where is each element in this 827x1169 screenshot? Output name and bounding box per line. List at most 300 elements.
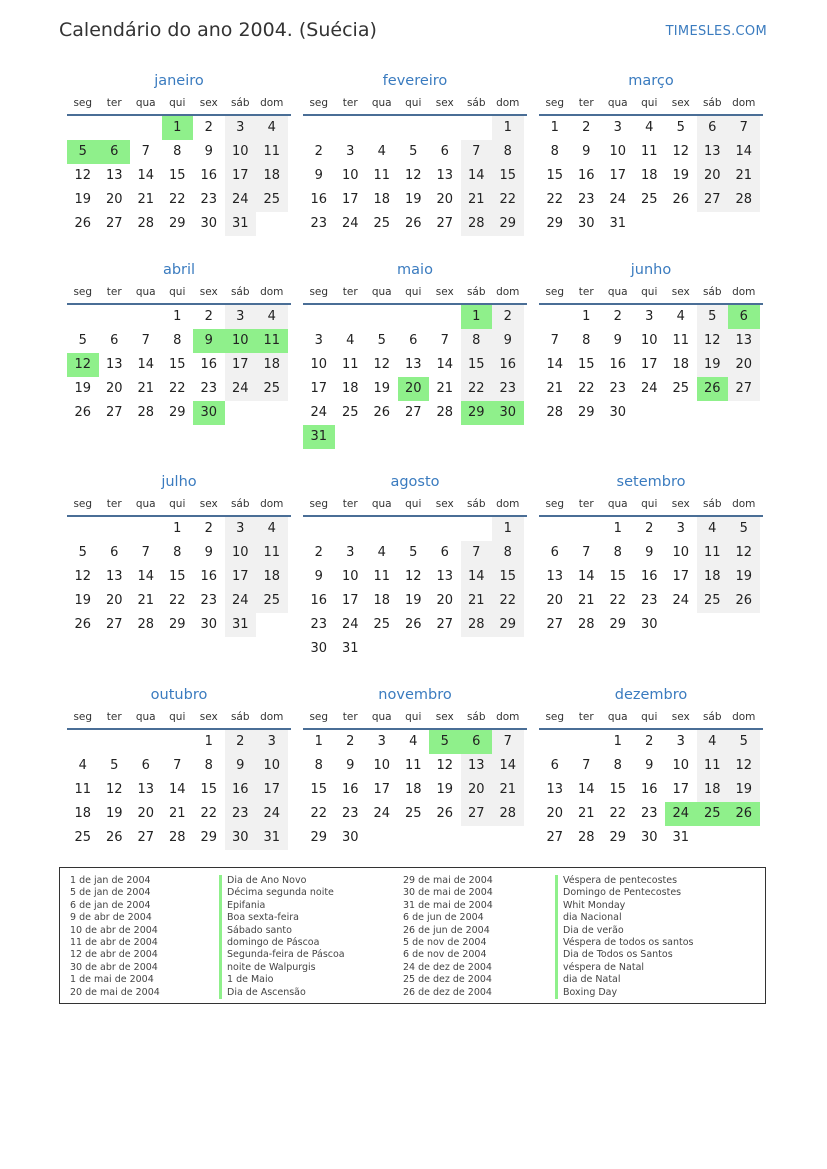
day-cell[interactable]: 27: [105, 405, 123, 420]
day-cell[interactable]: 16: [200, 357, 218, 372]
day-cell[interactable]: 28: [461, 613, 493, 637]
day-cell[interactable]: 15: [546, 168, 564, 183]
day-cell[interactable]: 19: [373, 381, 391, 396]
day-cell[interactable]: 28: [577, 617, 595, 632]
day-cell[interactable]: 29: [200, 830, 218, 845]
day-cell[interactable]: 24: [341, 617, 359, 632]
day-cell[interactable]: 12: [105, 782, 123, 797]
day-cell[interactable]: 15: [461, 353, 493, 377]
day-cell[interactable]: 9: [582, 144, 591, 159]
day-cell[interactable]: 7: [550, 333, 559, 348]
day-cell[interactable]: 5: [78, 545, 87, 560]
day-cell[interactable]: 15: [609, 569, 627, 584]
holiday-day-cell[interactable]: 1: [162, 116, 194, 140]
day-cell[interactable]: 14: [461, 164, 493, 188]
day-cell[interactable]: 13: [137, 782, 155, 797]
day-cell[interactable]: 5: [409, 545, 418, 560]
day-cell[interactable]: 11: [256, 140, 288, 164]
day-cell[interactable]: 7: [141, 333, 150, 348]
day-cell[interactable]: 11: [640, 144, 658, 159]
day-cell[interactable]: 21: [436, 381, 454, 396]
holiday-day-cell[interactable]: 10: [225, 329, 257, 353]
holiday-day-cell[interactable]: 6: [728, 305, 760, 329]
holiday-day-cell[interactable]: 9: [193, 329, 225, 353]
day-cell[interactable]: 2: [613, 309, 622, 324]
day-cell[interactable]: 20: [728, 353, 760, 377]
day-cell[interactable]: 15: [168, 357, 186, 372]
day-cell[interactable]: 26: [728, 589, 760, 613]
day-cell[interactable]: 10: [310, 357, 328, 372]
day-cell[interactable]: 19: [728, 565, 760, 589]
day-cell[interactable]: 14: [492, 754, 524, 778]
day-cell[interactable]: 10: [672, 758, 690, 773]
day-cell[interactable]: 16: [310, 593, 328, 608]
day-cell[interactable]: 8: [461, 329, 493, 353]
holiday-day-cell[interactable]: 6: [99, 140, 131, 164]
day-cell[interactable]: 7: [141, 144, 150, 159]
day-cell[interactable]: 26: [74, 405, 92, 420]
day-cell[interactable]: 28: [137, 405, 155, 420]
day-cell[interactable]: 9: [613, 333, 622, 348]
day-cell[interactable]: 27: [546, 830, 564, 845]
day-cell[interactable]: 17: [256, 778, 288, 802]
day-cell[interactable]: 20: [436, 192, 454, 207]
holiday-day-cell[interactable]: 1: [461, 305, 493, 329]
day-cell[interactable]: 23: [492, 377, 524, 401]
day-cell[interactable]: 28: [137, 216, 155, 231]
day-cell[interactable]: 24: [672, 593, 690, 608]
day-cell[interactable]: 13: [404, 357, 422, 372]
day-cell[interactable]: 25: [640, 192, 658, 207]
day-cell[interactable]: 21: [461, 589, 493, 613]
day-cell[interactable]: 24: [225, 188, 257, 212]
day-cell[interactable]: 12: [672, 144, 690, 159]
day-cell[interactable]: 13: [436, 168, 454, 183]
day-cell[interactable]: 8: [550, 144, 559, 159]
holiday-day-cell[interactable]: 20: [398, 377, 430, 401]
day-cell[interactable]: 10: [341, 569, 359, 584]
day-cell[interactable]: 27: [105, 216, 123, 231]
day-cell[interactable]: 12: [728, 754, 760, 778]
day-cell[interactable]: 31: [609, 216, 627, 231]
day-cell[interactable]: 6: [110, 545, 119, 560]
day-cell[interactable]: 29: [609, 830, 627, 845]
day-cell[interactable]: 11: [697, 754, 729, 778]
day-cell[interactable]: 22: [168, 381, 186, 396]
day-cell[interactable]: 2: [645, 734, 654, 749]
day-cell[interactable]: 1: [314, 734, 323, 749]
day-cell[interactable]: 8: [173, 333, 182, 348]
day-cell[interactable]: 26: [672, 192, 690, 207]
day-cell[interactable]: 14: [546, 357, 564, 372]
day-cell[interactable]: 19: [74, 192, 92, 207]
day-cell[interactable]: 9: [204, 545, 213, 560]
day-cell[interactable]: 30: [640, 617, 658, 632]
day-cell[interactable]: 18: [640, 168, 658, 183]
day-cell[interactable]: 14: [577, 569, 595, 584]
holiday-day-cell[interactable]: 31: [303, 425, 335, 449]
day-cell[interactable]: 22: [461, 377, 493, 401]
day-cell[interactable]: 5: [377, 333, 386, 348]
day-cell[interactable]: 18: [373, 192, 391, 207]
day-cell[interactable]: 3: [256, 730, 288, 754]
day-cell[interactable]: 23: [577, 192, 595, 207]
day-cell[interactable]: 25: [256, 377, 288, 401]
day-cell[interactable]: 24: [256, 802, 288, 826]
day-cell[interactable]: 14: [168, 782, 186, 797]
day-cell[interactable]: 9: [492, 329, 524, 353]
day-cell[interactable]: 26: [74, 617, 92, 632]
day-cell[interactable]: 4: [645, 120, 654, 135]
day-cell[interactable]: 16: [200, 168, 218, 183]
day-cell[interactable]: 22: [492, 589, 524, 613]
day-cell[interactable]: 10: [672, 545, 690, 560]
day-cell[interactable]: 23: [310, 617, 328, 632]
day-cell[interactable]: 7: [582, 545, 591, 560]
day-cell[interactable]: 23: [341, 806, 359, 821]
day-cell[interactable]: 26: [373, 405, 391, 420]
day-cell[interactable]: 2: [225, 730, 257, 754]
day-cell[interactable]: 25: [373, 216, 391, 231]
day-cell[interactable]: 30: [577, 216, 595, 231]
day-cell[interactable]: 18: [256, 164, 288, 188]
day-cell[interactable]: 25: [256, 589, 288, 613]
day-cell[interactable]: 9: [225, 754, 257, 778]
day-cell[interactable]: 25: [373, 617, 391, 632]
day-cell[interactable]: 14: [436, 357, 454, 372]
day-cell[interactable]: 21: [577, 806, 595, 821]
holiday-day-cell[interactable]: 5: [429, 730, 461, 754]
day-cell[interactable]: 6: [550, 758, 559, 773]
day-cell[interactable]: 4: [78, 758, 87, 773]
day-cell[interactable]: 30: [640, 830, 658, 845]
day-cell[interactable]: 7: [461, 140, 493, 164]
day-cell[interactable]: 29: [609, 617, 627, 632]
day-cell[interactable]: 24: [225, 377, 257, 401]
day-cell[interactable]: 22: [168, 593, 186, 608]
brand-logo[interactable]: TIMESLES.COM: [665, 24, 767, 39]
day-cell[interactable]: 3: [346, 144, 355, 159]
day-cell[interactable]: 3: [645, 309, 654, 324]
day-cell[interactable]: 17: [341, 593, 359, 608]
day-cell[interactable]: 21: [137, 593, 155, 608]
day-cell[interactable]: 24: [310, 405, 328, 420]
day-cell[interactable]: 16: [640, 569, 658, 584]
day-cell[interactable]: 15: [168, 569, 186, 584]
day-cell[interactable]: 4: [256, 305, 288, 329]
day-cell[interactable]: 31: [225, 613, 257, 637]
day-cell[interactable]: 3: [676, 521, 685, 536]
day-cell[interactable]: 3: [225, 517, 257, 541]
day-cell[interactable]: 31: [672, 830, 690, 845]
day-cell[interactable]: 28: [461, 212, 493, 236]
day-cell[interactable]: 3: [613, 120, 622, 135]
day-cell[interactable]: 14: [461, 565, 493, 589]
day-cell[interactable]: 21: [461, 188, 493, 212]
day-cell[interactable]: 13: [461, 754, 493, 778]
day-cell[interactable]: 5: [409, 144, 418, 159]
day-cell[interactable]: 29: [577, 405, 595, 420]
day-cell[interactable]: 10: [225, 140, 257, 164]
holiday-day-cell[interactable]: 24: [665, 802, 697, 826]
day-cell[interactable]: 26: [404, 617, 422, 632]
day-cell[interactable]: 17: [672, 569, 690, 584]
day-cell[interactable]: 9: [346, 758, 355, 773]
day-cell[interactable]: 21: [728, 164, 760, 188]
day-cell[interactable]: 28: [168, 830, 186, 845]
day-cell[interactable]: 4: [676, 309, 685, 324]
day-cell[interactable]: 28: [137, 617, 155, 632]
day-cell[interactable]: 19: [74, 593, 92, 608]
day-cell[interactable]: 4: [346, 333, 355, 348]
day-cell[interactable]: 26: [436, 806, 454, 821]
day-cell[interactable]: 14: [137, 168, 155, 183]
day-cell[interactable]: 24: [609, 192, 627, 207]
day-cell[interactable]: 13: [105, 168, 123, 183]
day-cell[interactable]: 23: [200, 192, 218, 207]
day-cell[interactable]: 29: [168, 216, 186, 231]
day-cell[interactable]: 28: [577, 830, 595, 845]
day-cell[interactable]: 19: [74, 381, 92, 396]
day-cell[interactable]: 6: [141, 758, 150, 773]
day-cell[interactable]: 23: [609, 381, 627, 396]
day-cell[interactable]: 19: [697, 353, 729, 377]
day-cell[interactable]: 22: [168, 192, 186, 207]
day-cell[interactable]: 22: [492, 188, 524, 212]
holiday-day-cell[interactable]: 5: [67, 140, 99, 164]
day-cell[interactable]: 4: [256, 116, 288, 140]
day-cell[interactable]: 15: [577, 357, 595, 372]
day-cell[interactable]: 13: [546, 569, 564, 584]
day-cell[interactable]: 4: [697, 517, 729, 541]
day-cell[interactable]: 27: [137, 830, 155, 845]
day-cell[interactable]: 2: [204, 521, 213, 536]
day-cell[interactable]: 28: [728, 188, 760, 212]
day-cell[interactable]: 17: [609, 168, 627, 183]
day-cell[interactable]: 2: [314, 545, 323, 560]
day-cell[interactable]: 10: [640, 333, 658, 348]
day-cell[interactable]: 19: [404, 593, 422, 608]
day-cell[interactable]: 30: [200, 617, 218, 632]
day-cell[interactable]: 11: [256, 541, 288, 565]
day-cell[interactable]: 12: [728, 541, 760, 565]
day-cell[interactable]: 3: [225, 305, 257, 329]
day-cell[interactable]: 8: [314, 758, 323, 773]
day-cell[interactable]: 21: [137, 381, 155, 396]
day-cell[interactable]: 1: [582, 309, 591, 324]
day-cell[interactable]: 8: [204, 758, 213, 773]
day-cell[interactable]: 23: [640, 806, 658, 821]
day-cell[interactable]: 14: [728, 140, 760, 164]
day-cell[interactable]: 25: [74, 830, 92, 845]
day-cell[interactable]: 17: [225, 565, 257, 589]
day-cell[interactable]: 3: [377, 734, 386, 749]
day-cell[interactable]: 27: [728, 377, 760, 401]
day-cell[interactable]: 16: [310, 192, 328, 207]
day-cell[interactable]: 3: [676, 734, 685, 749]
day-cell[interactable]: 17: [225, 164, 257, 188]
day-cell[interactable]: 18: [341, 381, 359, 396]
day-cell[interactable]: 29: [310, 830, 328, 845]
day-cell[interactable]: 2: [204, 309, 213, 324]
day-cell[interactable]: 30: [341, 830, 359, 845]
day-cell[interactable]: 28: [492, 802, 524, 826]
day-cell[interactable]: 7: [440, 333, 449, 348]
day-cell[interactable]: 18: [256, 353, 288, 377]
day-cell[interactable]: 29: [492, 212, 524, 236]
holiday-day-cell[interactable]: 12: [67, 353, 99, 377]
day-cell[interactable]: 3: [314, 333, 323, 348]
day-cell[interactable]: 17: [672, 782, 690, 797]
day-cell[interactable]: 10: [609, 144, 627, 159]
day-cell[interactable]: 20: [461, 778, 493, 802]
day-cell[interactable]: 29: [168, 617, 186, 632]
day-cell[interactable]: 17: [373, 782, 391, 797]
holiday-day-cell[interactable]: 29: [461, 401, 493, 425]
day-cell[interactable]: 17: [341, 192, 359, 207]
day-cell[interactable]: 20: [546, 593, 564, 608]
day-cell[interactable]: 24: [640, 381, 658, 396]
day-cell[interactable]: 19: [404, 192, 422, 207]
day-cell[interactable]: 22: [577, 381, 595, 396]
day-cell[interactable]: 29: [168, 405, 186, 420]
day-cell[interactable]: 5: [728, 730, 760, 754]
day-cell[interactable]: 8: [173, 144, 182, 159]
day-cell[interactable]: 8: [173, 545, 182, 560]
day-cell[interactable]: 5: [78, 333, 87, 348]
day-cell[interactable]: 21: [137, 192, 155, 207]
day-cell[interactable]: 7: [582, 758, 591, 773]
day-cell[interactable]: 9: [645, 545, 654, 560]
day-cell[interactable]: 27: [436, 617, 454, 632]
day-cell[interactable]: 17: [310, 381, 328, 396]
day-cell[interactable]: 18: [697, 565, 729, 589]
day-cell[interactable]: 20: [697, 164, 729, 188]
day-cell[interactable]: 2: [645, 521, 654, 536]
day-cell[interactable]: 24: [341, 216, 359, 231]
day-cell[interactable]: 6: [440, 144, 449, 159]
day-cell[interactable]: 29: [546, 216, 564, 231]
day-cell[interactable]: 9: [645, 758, 654, 773]
day-cell[interactable]: 20: [105, 381, 123, 396]
day-cell[interactable]: 31: [256, 826, 288, 850]
day-cell[interactable]: 27: [436, 216, 454, 231]
day-cell[interactable]: 6: [440, 545, 449, 560]
day-cell[interactable]: 9: [314, 168, 323, 183]
day-cell[interactable]: 30: [225, 826, 257, 850]
day-cell[interactable]: 22: [310, 806, 328, 821]
day-cell[interactable]: 10: [225, 541, 257, 565]
day-cell[interactable]: 23: [200, 593, 218, 608]
day-cell[interactable]: 16: [577, 168, 595, 183]
day-cell[interactable]: 5: [728, 517, 760, 541]
day-cell[interactable]: 23: [225, 802, 257, 826]
day-cell[interactable]: 16: [609, 357, 627, 372]
day-cell[interactable]: 18: [672, 357, 690, 372]
day-cell[interactable]: 27: [546, 617, 564, 632]
day-cell[interactable]: 22: [609, 806, 627, 821]
holiday-day-cell[interactable]: 25: [697, 802, 729, 826]
day-cell[interactable]: 22: [609, 593, 627, 608]
holiday-day-cell[interactable]: 26: [697, 377, 729, 401]
day-cell[interactable]: 8: [492, 541, 524, 565]
day-cell[interactable]: 11: [341, 357, 359, 372]
day-cell[interactable]: 2: [204, 120, 213, 135]
day-cell[interactable]: 12: [436, 758, 454, 773]
day-cell[interactable]: 21: [168, 806, 186, 821]
day-cell[interactable]: 23: [200, 381, 218, 396]
day-cell[interactable]: 15: [492, 565, 524, 589]
day-cell[interactable]: 11: [373, 168, 391, 183]
day-cell[interactable]: 19: [728, 778, 760, 802]
day-cell[interactable]: 4: [697, 730, 729, 754]
day-cell[interactable]: 7: [173, 758, 182, 773]
day-cell[interactable]: 1: [173, 521, 182, 536]
day-cell[interactable]: 12: [74, 168, 92, 183]
day-cell[interactable]: 31: [341, 641, 359, 656]
day-cell[interactable]: 1: [492, 517, 524, 541]
day-cell[interactable]: 23: [640, 593, 658, 608]
day-cell[interactable]: 25: [404, 806, 422, 821]
day-cell[interactable]: 20: [105, 192, 123, 207]
day-cell[interactable]: 29: [492, 613, 524, 637]
day-cell[interactable]: 28: [436, 405, 454, 420]
day-cell[interactable]: 2: [314, 144, 323, 159]
holiday-day-cell[interactable]: 30: [193, 401, 225, 425]
day-cell[interactable]: 11: [74, 782, 92, 797]
day-cell[interactable]: 16: [200, 569, 218, 584]
day-cell[interactable]: 18: [697, 778, 729, 802]
day-cell[interactable]: 1: [613, 521, 622, 536]
day-cell[interactable]: 10: [341, 168, 359, 183]
day-cell[interactable]: 18: [74, 806, 92, 821]
day-cell[interactable]: 3: [346, 545, 355, 560]
day-cell[interactable]: 5: [676, 120, 685, 135]
day-cell[interactable]: 17: [640, 357, 658, 372]
day-cell[interactable]: 6: [110, 333, 119, 348]
day-cell[interactable]: 18: [256, 565, 288, 589]
day-cell[interactable]: 15: [609, 782, 627, 797]
day-cell[interactable]: 1: [492, 116, 524, 140]
day-cell[interactable]: 20: [436, 593, 454, 608]
day-cell[interactable]: 4: [409, 734, 418, 749]
day-cell[interactable]: 7: [728, 116, 760, 140]
day-cell[interactable]: 30: [200, 216, 218, 231]
day-cell[interactable]: 15: [168, 168, 186, 183]
holiday-day-cell[interactable]: 30: [492, 401, 524, 425]
day-cell[interactable]: 24: [225, 589, 257, 613]
day-cell[interactable]: 23: [310, 216, 328, 231]
day-cell[interactable]: 13: [105, 357, 123, 372]
day-cell[interactable]: 16: [341, 782, 359, 797]
day-cell[interactable]: 30: [609, 405, 627, 420]
day-cell[interactable]: 13: [546, 782, 564, 797]
day-cell[interactable]: 26: [404, 216, 422, 231]
day-cell[interactable]: 20: [105, 593, 123, 608]
day-cell[interactable]: 8: [613, 545, 622, 560]
day-cell[interactable]: 22: [546, 192, 564, 207]
holiday-day-cell[interactable]: 26: [728, 802, 760, 826]
day-cell[interactable]: 14: [577, 782, 595, 797]
day-cell[interactable]: 20: [546, 806, 564, 821]
day-cell[interactable]: 25: [341, 405, 359, 420]
day-cell[interactable]: 2: [582, 120, 591, 135]
day-cell[interactable]: 12: [373, 357, 391, 372]
day-cell[interactable]: 12: [74, 569, 92, 584]
day-cell[interactable]: 8: [582, 333, 591, 348]
day-cell[interactable]: 17: [225, 353, 257, 377]
day-cell[interactable]: 27: [404, 405, 422, 420]
